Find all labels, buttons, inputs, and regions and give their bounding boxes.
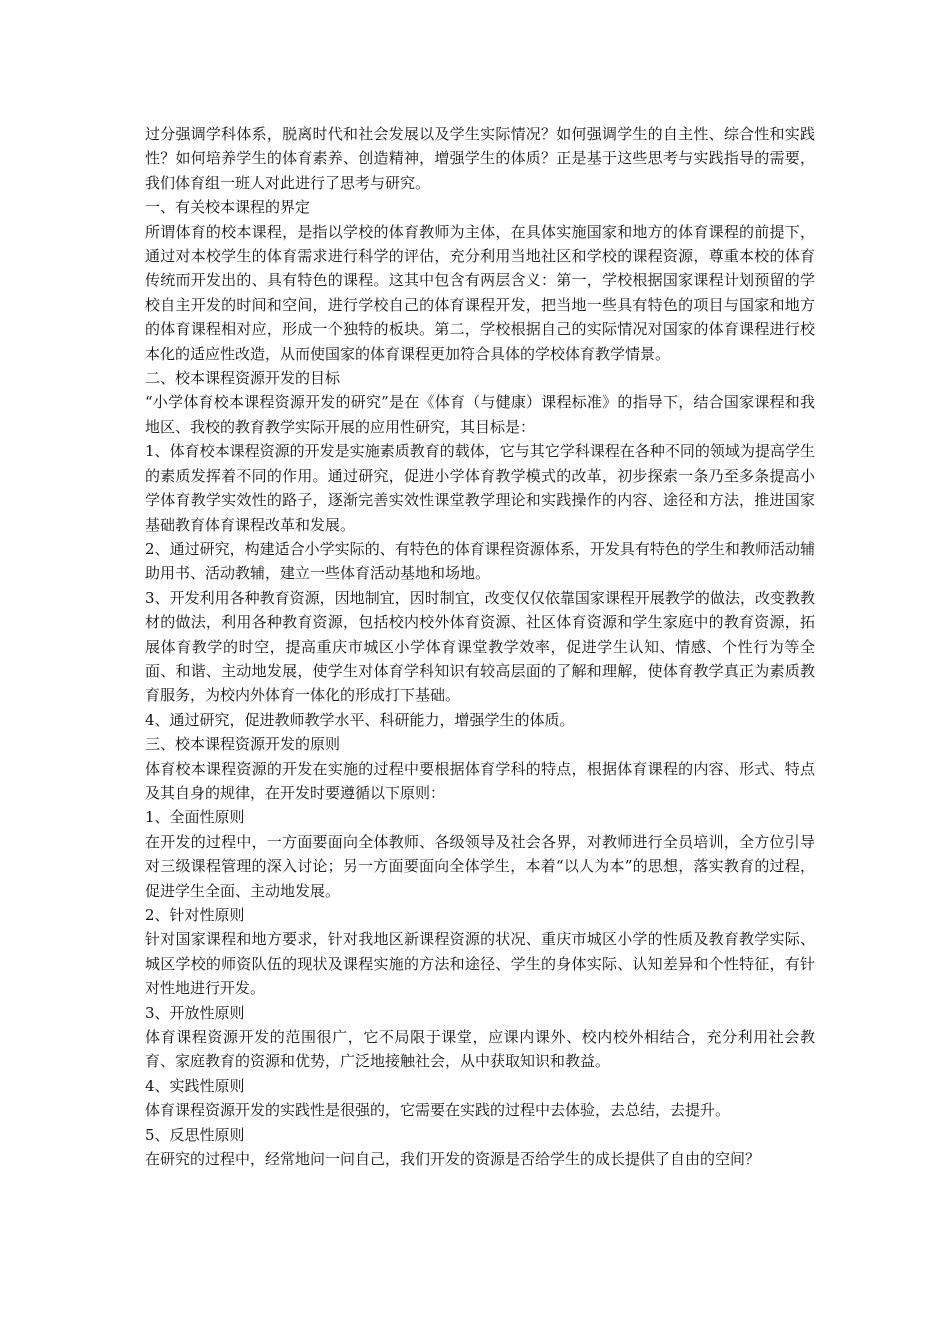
section-heading-goals: 二、校本课程资源开发的目标 (145, 369, 341, 388)
paragraph-goal-1: 1、体育校本课程资源的开发是实施素质教育的载体，它与其它学科课程在各种不同的领域为提高学生的素质发挥着不同的作用。通过研究，促进小学体育教学模式的改革，初步探索一条乃至多条提高小学体育教学实效性的路子，逐渐完善实效性课堂教学理论和实践操作的内容、途径和方法，推进国家基础教育体育课程改革和发展。 (145, 442, 815, 534)
section-heading-principles: 三、校本课程资源开发的原则 (145, 735, 341, 754)
paragraph-principle-3: 体育课程资源开发的范围很广，它不局限于课堂，应课内课外、校内校外相结合，充分利用社会教育、家庭教育的资源和优势，广泛地接触社会，从中获取知识和教益。 (145, 1028, 815, 1071)
paragraph-principle-4: 体育课程资源开发的实践性是很强的，它需要在实践的过程中去体验，去总结，去提升。 (145, 1101, 731, 1120)
subheading-principle-3: 3、开放性原则 (145, 1003, 245, 1022)
section-heading-definition: 一、有关校本课程的界定 (145, 198, 311, 217)
subheading-principle-2: 2、针对性原则 (145, 906, 245, 924)
paragraph-principle-2: 针对国家课程和地方要求，针对我地区新课程资源的状况、重庆市城区小学的性质及教育教学实际、城区学校的师资队伍的现状及课程实施的方法和途径、学生的身体实际、认知差异和个性特征，有针对性地进行开发。 (145, 930, 815, 998)
paragraph-goal-4: 4、通过研究，促进教师教学水平、科研能力，增强学生的体质。 (145, 710, 575, 729)
paragraph-goals-intro: “小学体育校本课程资源开发的研究”是在《体育（与健康）课程标准》的指导下，结合国家课程和我地区、我校的教育教学实际开展的应用性研究，其目标是： (145, 393, 815, 436)
subheading-principle-5: 5、反思性原则 (145, 1125, 245, 1144)
paragraph-goal-3: 3、开发利用各种教育资源，因地制宜，因时制宜，改变仅仅依靠国家课程开展教学的做法，改变教教材的做法，利用各种教育资源，包括校内校外体育资源、社区体育资源和学生家庭中的教育资源，拓展体育教学的时空，提高重庆市城区小学体育课堂教学效率，促进学生认知、情感、个性行为等全面、和谐、主动地发展，使学生对体育学科知识有较高层面的了解和理解，使体育教学真正为素质教育服务，为校内外体育一体化的形成打下基础。 (145, 588, 815, 705)
paragraph-principle-5: 在研究的过程中，经常地问一问自己，我们开发的资源是否给学生的成长提供了自由的空间？ (145, 1150, 761, 1169)
subheading-principle-1: 1、全面性原则 (145, 808, 245, 827)
paragraph-goal-2: 2、通过研究，构建适合小学实际的、有特色的体育课程资源体系，开发具有特色的学生和教师活动辅助用书、活动教辅，建立一些体育活动基地和场地。 (145, 539, 815, 583)
subheading-principle-4: 4、实践性原则 (145, 1076, 245, 1095)
paragraph-principles-intro: 体育校本课程资源的开发在实施的过程中要根据体育学科的特点，根据体育课程的内容、形式、特点及其自身的规律，在开发时要遵循以下原则： (145, 759, 815, 802)
document-page (145, 122, 815, 1171)
paragraph-intro: 过分强调学科体系，脱离时代和社会发展以及学生实际情况？如何强调学生的自主性、综合性和实践性？如何培养学生的体育素养、创造精神，增强学生的体质？正是基于这些思考与实践指导的需要，我们体育组一班人对此进行了思考与研究。 (145, 125, 815, 192)
paragraph-principle-1: 在开发的过程中，一方面要面向全体教师、各级领导及社会各界，对教师进行全员培训，全方位引导对三级课程管理的深入讨论；另一方面要面向全体学生，本着“以人为本”的思想，落实教育的过程，促进学生全面、主动地发展。 (145, 832, 815, 900)
paragraph-definition: 所谓体育的校本课程，是指以学校的体育教师为主体，在具体实施国家和地方的体育课程的前提下，通过对本校学生的体育需求进行科学的评估，充分利用当地社区和学校的课程资源，尊重本校的体育传统而开发出的、具有特色的课程。这其中包含有两层含义：第一，学校根据国家课程计划预留的学校自主开发的时间和空间，进行学校自己的体育课程开发，把当地一些具有特色的项目与国家和地方的体育课程相对应，形成一个独特的板块。第二，学校根据自己的实际情况对国家的体育课程进行校本化的适应性改造，从而使国家的体育课程更加符合具体的学校体育教学情景。 (145, 222, 815, 363)
